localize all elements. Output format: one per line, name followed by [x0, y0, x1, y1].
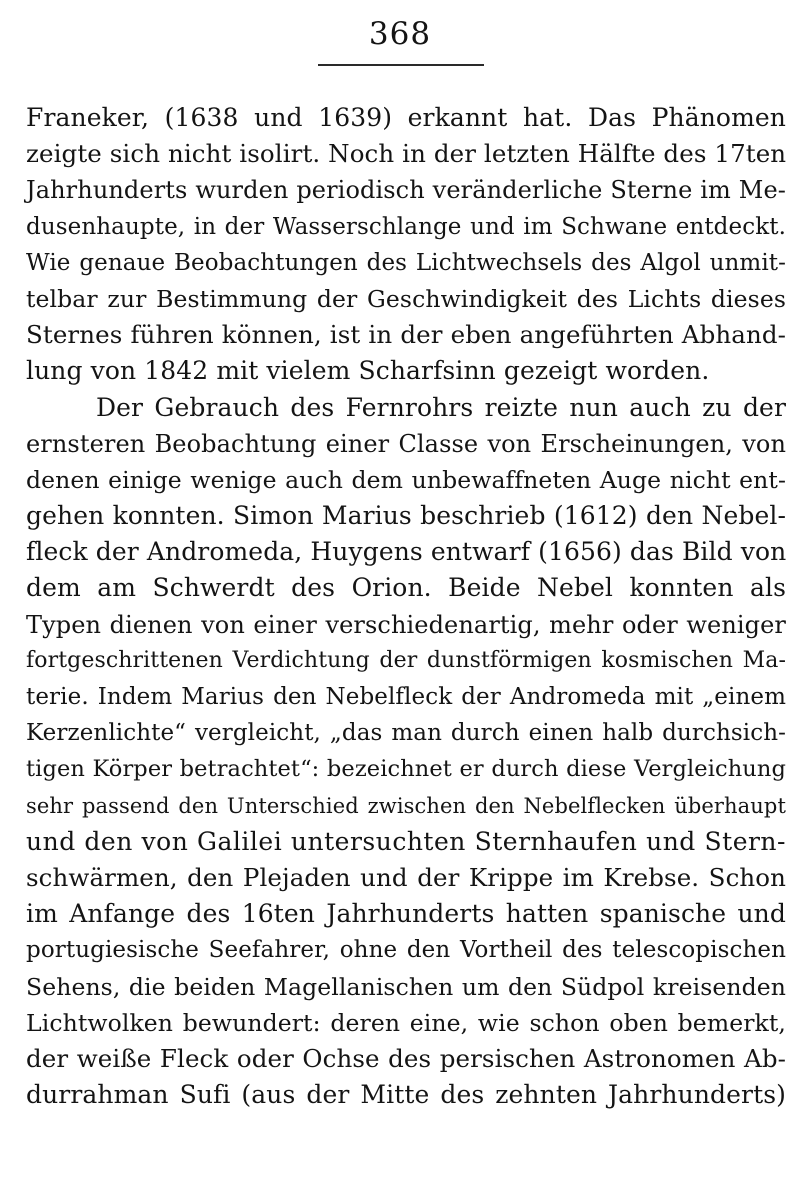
text-line: fortgeschrittenen Verdichtung der dunstförmigen kosmischen Ma-	[26, 647, 786, 673]
page-number: 368	[368, 16, 432, 52]
text-line: portugiesische Seefahrer, ohne den Vortheil des telescopischen	[26, 937, 786, 964]
text-line: Lichtwolken bewundert: deren eine, wie schon oben bemerkt,	[26, 1008, 786, 1037]
text-line: schwärmen, den Plejaden und der Krippe im Krebse. Schon	[26, 862, 786, 892]
text-line: terie. Indem Marius den Nebelfleck der Andromeda mit „einem	[26, 684, 786, 710]
text-line: dusenhaupte, in der Wasserschlange und im Schwane entdeckt.	[26, 213, 786, 240]
header-rule	[318, 64, 484, 66]
text-line: Sternes führen können, ist in der eben angeführten Abhand-	[26, 320, 786, 350]
text-line: Jahrhunderts wurden periodisch veränderliche Sterne im Me-	[26, 176, 786, 205]
text-line: Typen dienen von einer verschiedenartig, mehr oder weniger	[26, 610, 786, 639]
text-line: durrahman Sufi (aus der Mitte des zehnten Jahrhunderts)	[26, 1080, 786, 1110]
text-line: zeigte sich nicht isolirt. Noch in der letzten Hälfte des 17ten	[26, 139, 787, 169]
text-line: gehen konnten. Simon Marius beschrieb (1612) den Nebel-	[26, 501, 786, 531]
paragraph-end-line: lung von 1842 mit vielem Scharfsinn gezeigt worden.	[26, 356, 710, 386]
text-line: und den von Galilei untersuchten Sternhaufen und Stern-	[26, 826, 786, 856]
text-line: telbar zur Bestimmung der Geschwindigkeit des Lichts dieses	[26, 284, 786, 313]
body-text	[26, 100, 786, 1113]
text-line: im Anfange des 16ten Jahrhunderts hatten spanische und	[26, 899, 786, 929]
text-line: ernsteren Beobachtung einer Classe von Erscheinungen, von	[26, 429, 786, 458]
text-line: Wie genaue Beobachtungen des Lichtwechsels des Algol unmit-	[26, 249, 786, 276]
text-line: Sehens, die beiden Magellanischen um den Südpol kreisenden	[26, 972, 786, 1001]
text-line: tigen Körper betrachtet“: bezeichnet er durch diese Vergleichung	[26, 756, 786, 783]
text-line: der weiße Fleck oder Ochse des persischen Astronomen Ab-	[26, 1043, 786, 1073]
text-line: fleck der Andromeda, Huygens entwarf (1656) das Bild von	[26, 537, 787, 567]
paragraph-start-line: Der Gebrauch des Fernrohrs reizte nun auch zu der	[96, 392, 786, 422]
text-line: dem am Schwerdt des Orion. Beide Nebel konnten als	[26, 573, 786, 603]
text-line: sehr passend den Unterschied zwischen den Nebelflecken überhaupt	[26, 793, 786, 818]
text-line: Kerzenlichte“ vergleicht, „das man durch einen halb durchsich-	[26, 720, 786, 747]
text-line: Franeker, (1638 und 1639) erkannt hat. Das Phänomen	[26, 103, 786, 132]
text-line: denen einige wenige auch dem unbewaffneten Auge nicht ent-	[26, 465, 786, 494]
